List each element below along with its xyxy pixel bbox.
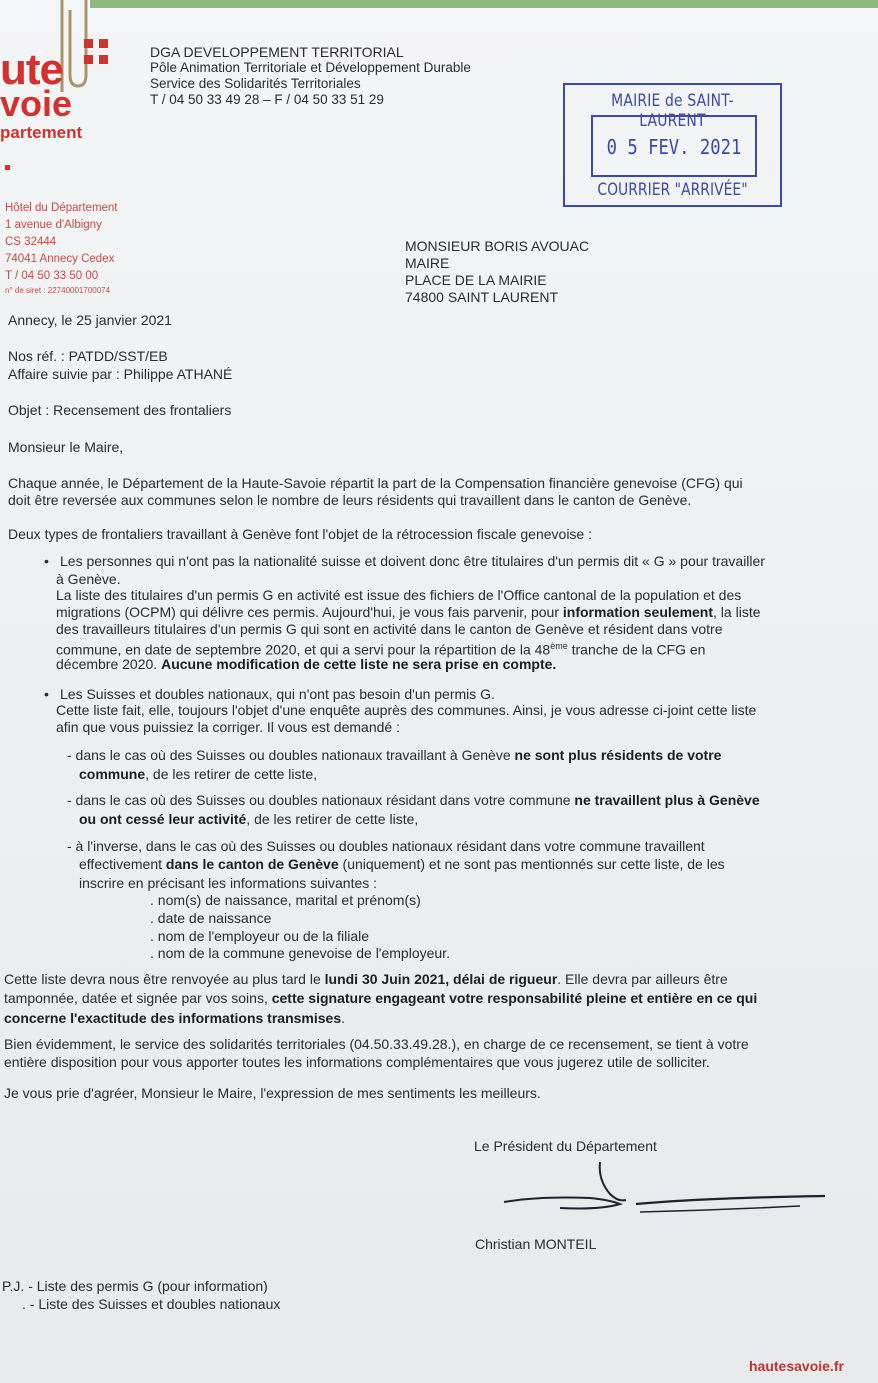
followed-by: Affaire suivie par : Philippe ATHANÉ <box>8 366 233 382</box>
signer-title: Le Président du Département <box>474 1138 657 1154</box>
bullet-line: à Genève. <box>56 571 121 587</box>
reference: Nos réf. : PATDD/SST/EB <box>8 348 168 364</box>
footer-website: hautesavoie.fr <box>749 1358 844 1374</box>
sender-line: Pôle Animation Territoriale et Développement Durable <box>150 60 471 75</box>
recipient-line: MONSIEUR BORIS AVOUAC <box>405 238 590 254</box>
text-segment: tamponnée, datée et signée par vos soins, <box>4 990 272 1006</box>
dash-item-line <box>67 747 721 764</box>
bold-segment: information seulement <box>562 604 714 620</box>
bullet-dot: • <box>44 686 49 702</box>
paragraph-line <box>4 1010 345 1027</box>
top-green-strip <box>90 0 878 8</box>
text-segment: (uniquement) et ne sont pas mentionnés sur cette liste, de les <box>338 856 725 872</box>
bold-segment: lundi 30 Juin 2021, délai de rigueur <box>324 971 558 987</box>
sender-line: Service des Solidarités Territoriales <box>150 76 361 91</box>
text-segment: tranche de la CFG en <box>567 641 706 658</box>
paragraph-line: Bien évidemment, le service des solidarités territoriales (04.50.33.49.28.), en charge de ce recensement, se tient à votre <box>4 1036 749 1052</box>
closing-formula: Je vous prie d'agréer, Monsieur le Maire, l'expression de mes sentiments les meilleurs. <box>4 1085 541 1101</box>
address-line: CS 32444 <box>5 236 57 248</box>
subject: Objet : Recensement des frontaliers <box>8 402 232 418</box>
attachment-line: P.J. - Liste des permis G (pour information) <box>2 1278 268 1294</box>
bold-segment: ou ont cessé leur activité <box>79 811 247 827</box>
bullet-line: La liste des titulaires d'un permis G en activité est issue des fichiers de l'Office cantonal de la population et des <box>56 587 742 603</box>
recipient-line: PLACE DE LA MAIRIE <box>405 272 547 288</box>
salutation: Monsieur le Maire, <box>8 439 124 455</box>
dash-item-line: inscrire en précisant les informations suivantes : <box>79 875 378 891</box>
text-segment: commune, en date de septembre 2020, et qui a servi pour la répartition de la 48 <box>56 641 551 658</box>
text-segment: . Elle devra par ailleurs être <box>557 971 728 987</box>
dash-item-line <box>79 856 725 873</box>
bold-segment: dans le canton de Genève <box>165 856 339 872</box>
text-segment: décembre 2020. <box>56 656 162 672</box>
attachment-line: . - Liste des Suisses et doubles nationaux <box>22 1296 281 1312</box>
bullet-line: Cette liste fait, elle, toujours l'objet d'une enquête auprès des communes. Ainsi, je vous adresse ci-joint cette liste <box>56 702 757 718</box>
paragraph-line: doit être reversée aux communes selon le nombre de leurs résidents qui travaillent dans le canton de Genève. <box>8 492 692 508</box>
bullet-line <box>56 656 556 673</box>
info-item: . date de naissance <box>150 910 272 926</box>
bullet-line: Les personnes qui n'ont pas la nationalité suisse et doivent donc être titulaires d'un permis dit « G » pour travailler <box>60 553 765 569</box>
bold-segment: Aucune modification de cette liste ne sera prise en compte. <box>161 656 557 672</box>
logo-square <box>84 55 93 64</box>
info-item: . nom de la commune genevoise de l'employeur. <box>150 945 450 961</box>
bullet-line <box>56 604 761 621</box>
dash-item-line <box>79 766 317 783</box>
logo-text-departement: partement <box>0 123 83 142</box>
text-segment: migrations (OCPM) qui délivre ces permis. Aujourd'hui, je vous fais parvenir, pour <box>56 604 563 620</box>
stamp-title: MAIRIE de SAINT-LAURENT <box>611 91 734 131</box>
text-segment: - dans le cas où des Suisses ou doubles nationaux résidant dans votre commune <box>67 792 575 808</box>
bold-segment: commune <box>79 766 146 782</box>
stamp-date: 0 5 FEV. 2021 <box>606 135 742 159</box>
text-segment: , de les retirer de cette liste, <box>246 811 419 827</box>
bullet-line: des travailleurs titulaires d'un permis G qui sont en activité dans le canton de Genève et résident dans votre <box>56 621 723 637</box>
bold-segment: concerne l'exactitude des informations transmises <box>4 1010 342 1026</box>
logo-text-voie: voie <box>0 83 73 124</box>
signer-name: Christian MONTEIL <box>475 1236 597 1252</box>
text-segment: - dans le cas où des Suisses ou doubles nationaux travaillant à Genève <box>67 747 515 763</box>
recipient-line: MAIRE <box>405 255 450 271</box>
address-line: 74041 Annecy Cedex <box>5 253 115 265</box>
logo-square <box>84 39 93 48</box>
dash-item-line <box>67 792 760 809</box>
text-segment: , de les retirer de cette liste, <box>145 766 318 782</box>
text-segment: , la liste <box>713 604 761 620</box>
stamp-date-box <box>591 115 757 177</box>
dash-item-line: - à l'inverse, dans le cas où des Suisses ou doubles nationaux résidant dans votre commune travaillent <box>67 838 705 854</box>
bullet-line: afin que vous puissiez la corriger. Il vous est demandé : <box>56 719 400 735</box>
sender-line: DGA DEVELOPPEMENT TERRITORIAL <box>150 44 404 60</box>
siret-number: n° de siret : 22740001700074 <box>5 286 111 295</box>
address-line: Hôtel du Département <box>5 202 118 214</box>
place-date: Annecy, le 25 janvier 2021 <box>8 312 172 328</box>
sender-line: T / 04 50 33 49 28 – F / 04 50 33 51 29 <box>150 92 384 107</box>
logo-dot <box>5 165 10 170</box>
paragraph-line <box>4 971 728 988</box>
superscript: ème <box>550 641 568 651</box>
department-address <box>5 200 205 297</box>
bold-segment: cette signature engageant votre responsabilité pleine et entière en ce qui <box>271 990 758 1006</box>
text-segment: effectivement <box>79 856 166 872</box>
logo-text-ute: ute <box>0 45 63 94</box>
address-line: T / 04 50 33 50 00 <box>5 270 99 282</box>
recipient-block <box>405 238 665 306</box>
handwritten-signature <box>500 1160 830 1220</box>
bullet-line: Les Suisses et doubles nationaux, qui n'ont pas besoin d'un permis G. <box>60 686 495 702</box>
bold-segment: ne sont plus résidents de votre <box>514 747 722 763</box>
text-segment: Cette liste devra nous être renvoyée au plus tard le <box>4 971 325 987</box>
recipient-line: 74800 SAINT LAURENT <box>405 289 559 305</box>
text-segment: . <box>341 1010 345 1026</box>
paragraph-line: Chaque année, le Département de la Haute-Savoie répartit la part de la Compensation financière genevoise (CFG) qui <box>8 475 743 491</box>
logo-square <box>99 55 108 64</box>
bullet-dot: • <box>44 553 49 569</box>
info-item: . nom(s) de naissance, marital et prénom(s) <box>150 892 421 908</box>
paragraph-line: Deux types de frontaliers travaillant à Genève font l'objet de la rétrocession fiscale genevoise : <box>8 526 592 542</box>
bold-segment: ne travaillent plus à Genève <box>574 792 760 808</box>
dash-item-line <box>79 811 418 828</box>
paragraph-line: entière disposition pour vous apporter toutes les informations complémentaires que vous jugerez utile de solliciter. <box>4 1054 710 1070</box>
address-line: 1 avenue d'Albigny <box>5 219 102 231</box>
logo-square <box>99 39 108 48</box>
stamp-label: COURRIER "ARRIVÉE" <box>597 180 748 200</box>
paragraph-line <box>4 990 757 1007</box>
info-item: . nom de l'employeur ou de la filiale <box>150 928 370 944</box>
sender-block <box>150 44 530 108</box>
arrival-stamp <box>563 83 782 207</box>
